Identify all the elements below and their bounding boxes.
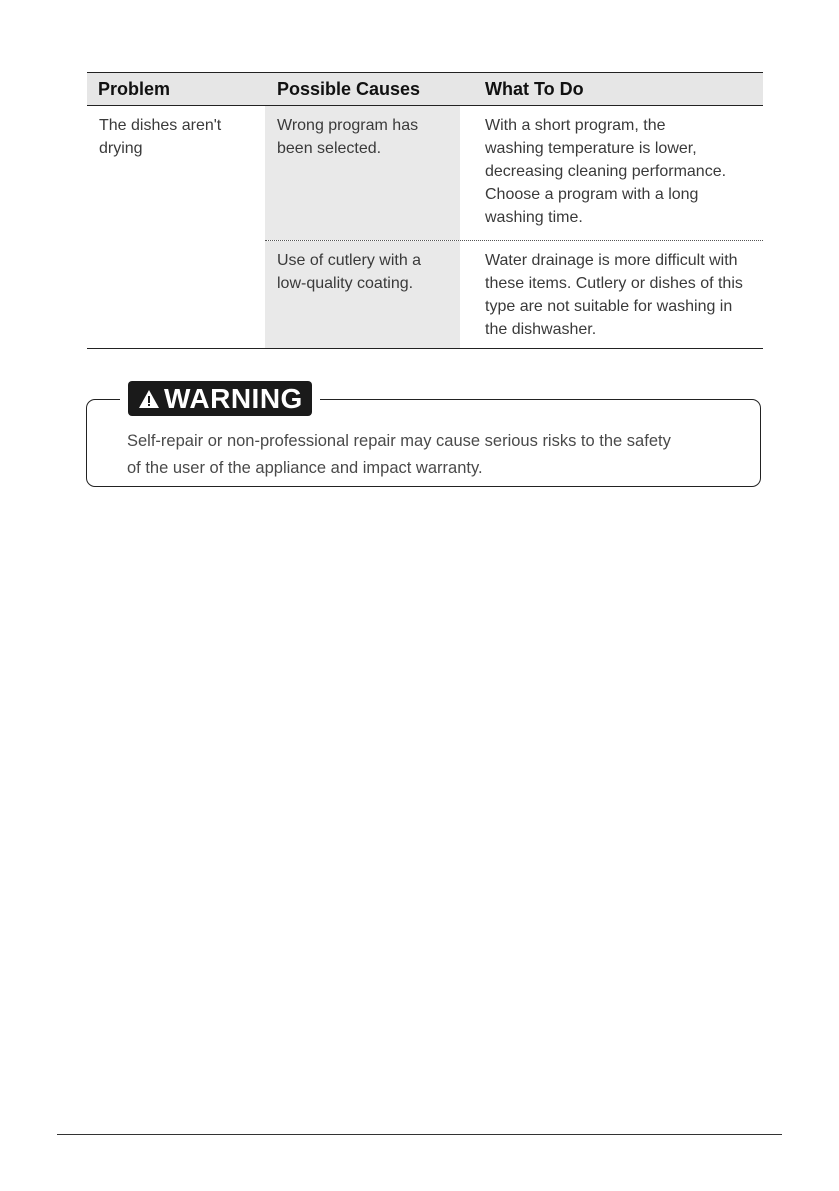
warning-label-wrap <box>120 381 320 416</box>
header-possible-causes: Possible Causes <box>277 79 421 99</box>
troubleshooting-table <box>87 72 763 349</box>
action-cell-1: With a short program, the washing temperature is lower, decreasing cleaning performance. Choose a program with a long washing time. <box>485 117 727 226</box>
warning-text: Self-repair or non-professional repair may cause serious risks to the safety of the user of the appliance and impact warranty. <box>127 432 671 477</box>
warning-badge <box>128 381 312 416</box>
warning-label: WARNING <box>164 382 303 414</box>
table-body <box>87 106 763 349</box>
cause-cell-1: Wrong program has been selected. <box>277 117 419 157</box>
header-what-to-do: What To Do <box>485 79 584 99</box>
header-problem: Problem <box>98 79 171 99</box>
problem-cell: The dishes aren't drying <box>99 117 222 157</box>
cause-cell-2: Use of cutlery with a low-quality coating. <box>277 252 422 292</box>
warning-triangle-icon <box>138 389 160 409</box>
action-cell-2: Water drainage is more difficult with these items. Cutlery or dishes of this type are not suitable for washing in the dishwasher. <box>485 252 743 338</box>
footer-rule <box>57 1134 782 1135</box>
row-divider <box>265 240 763 241</box>
table-header <box>87 72 763 106</box>
